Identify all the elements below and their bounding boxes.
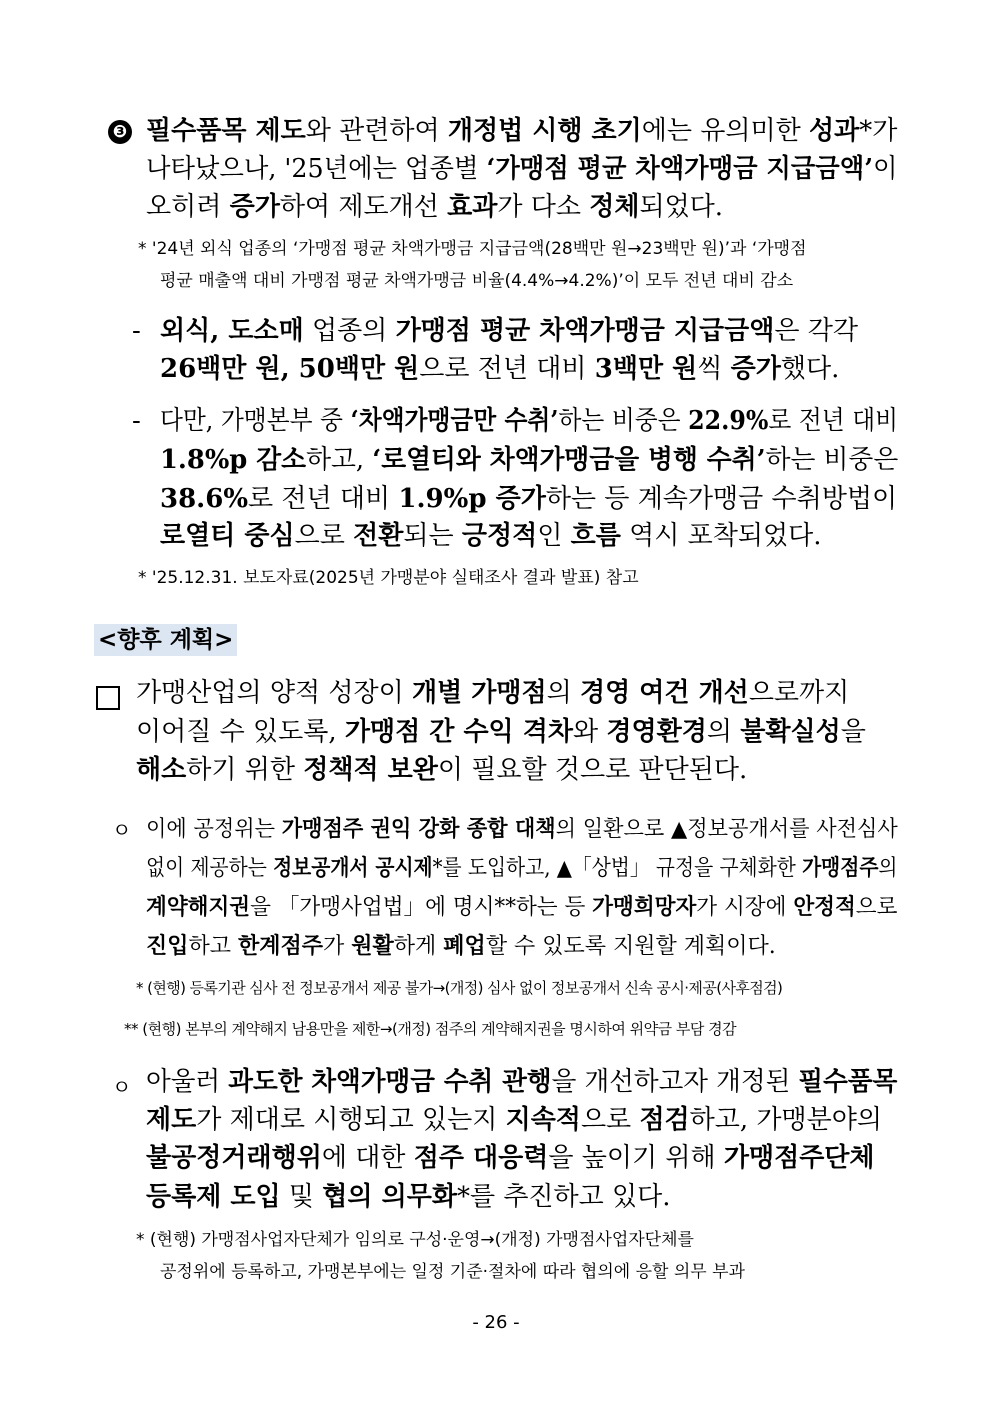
dash1-marker: - (132, 316, 141, 346)
dash2-footnote: * '25.12.31. 보도자료(2025년 가맹분야 실태조사 결과 발표) 참고 (138, 568, 639, 588)
section3-footnote-2: 평균 매출액 대비 가맹점 평균 차액가맹금 비율(4.4%→4.2%)’이 모두 전년 대비 감소 (160, 271, 794, 291)
section3-footnote-1: * '24년 외식 업종의 ‘가맹점 평균 차액가맹금 지급금액(28백만 원→23백만 원)’과 ‘가맹점 (138, 239, 807, 259)
circled-number-3: ❸ (108, 120, 132, 144)
circle1-line-3: 계약해지권을 「가맹사업법」에 명시**하는 등 가맹희망자가 시장에 안정적으로 (146, 894, 898, 920)
dash1-line-1: 외식, 도소매 업종의 가맹점 평균 차액가맹금 지급금액은 각각 (160, 316, 858, 346)
section3-line-3: 오히려 증가하여 제도개선 효과가 다소 정체되었다. (146, 192, 724, 222)
circle2-line-2: 제도가 제대로 시행되고 있는지 지속적으로 점검하고, 가맹분야의 (146, 1105, 883, 1135)
circle2-footnote-1: * (현행) 가맹점사업자단체가 임의로 구성·운영→(개정) 가맹점사업자단체를 (136, 1230, 694, 1250)
dash2-line-1: 다만, 가맹본부 중 ‘차액가맹금만 수취’하는 비중은 22.9%로 전년 대비 (160, 406, 899, 436)
dash2-marker: - (132, 406, 141, 436)
box-para-line-3: 해소하기 위한 정책적 보완이 필요할 것으로 판단된다. (136, 755, 748, 785)
circle1-line-4: 진입하고 한계점주가 원활하게 폐업할 수 있도록 지원할 계획이다. (146, 933, 776, 959)
dash2-line-3: 38.6%로 전년 대비 1.9%p 증가하는 등 계속가맹금 수취방법이 (160, 484, 898, 514)
dash2-line-4: 로열티 중심으로 전환되는 긍정적인 흐름 역시 포착되었다. (160, 521, 822, 551)
circle1-footnote-1: * (현행) 등록기관 심사 전 정보공개서 제공 불가→(개정) 심사 없이 정보공개서 신속 공시·제공(사후점검) (136, 979, 783, 997)
dash1-line-2: 26백만 원, 50백만 원으로 전년 대비 3백만 원씩 증가했다. (160, 354, 840, 384)
circle2-line-4: 등록제 도입 및 협의 의무화*를 추진하고 있다. (146, 1182, 671, 1212)
section-heading: <향후 계획> (94, 624, 237, 656)
section3-line-1: 필수품목 제도와 관련하여 개정법 시행 초기에는 유의미한 성과*가 (146, 116, 898, 146)
box-para-line-2: 이어질 수 있도록, 가맹점 간 수익 격차와 경영환경의 불확실성을 (136, 717, 866, 747)
circle2-marker: ㅇ (112, 1075, 132, 1099)
circle2-line-1: 아울러 과도한 차액가맹금 수취 관행을 개선하고자 개정된 필수품목 (146, 1067, 898, 1097)
circle1-footnote-2: ** (현행) 본부의 계약해지 남용만을 제한→(개정) 점주의 계약해지권을 명시하여 위약금 부담 경감 (124, 1020, 737, 1038)
box-para-line-1: 가맹산업의 양적 성장이 개별 가맹점의 경영 여건 개선으로까지 (136, 678, 850, 708)
section3-line-2: 나타났으나, '25년에는 업종별 ‘가맹점 평균 차액가맹금 지급금액’이 (146, 154, 898, 184)
dash2-line-2: 1.8%p 감소하고, ‘로열티와 차액가맹금을 병행 수취’하는 비중은 (160, 445, 899, 475)
circle1-line-2: 없이 제공하는 정보공개서 공시제*를 도입하고, ▲「상법」 규정을 구체화한 가맹점주의 (146, 855, 898, 881)
circle1-line-1: 이에 공정위는 가맹점주 권익 강화 종합 대책의 일환으로 ▲정보공개서를 사전심사 (146, 816, 898, 842)
checkbox-bullet-icon (96, 686, 120, 710)
circle1-marker: ㅇ (112, 818, 132, 842)
page-number: - 26 - (472, 1312, 520, 1333)
circle2-footnote-2: 공정위에 등록하고, 가맹본부에는 일정 기준·절차에 따라 협의에 응할 의무 부과 (160, 1262, 745, 1282)
circle2-line-3: 불공정거래행위에 대한 점주 대응력을 높이기 위해 가맹점주단체 (146, 1143, 875, 1173)
